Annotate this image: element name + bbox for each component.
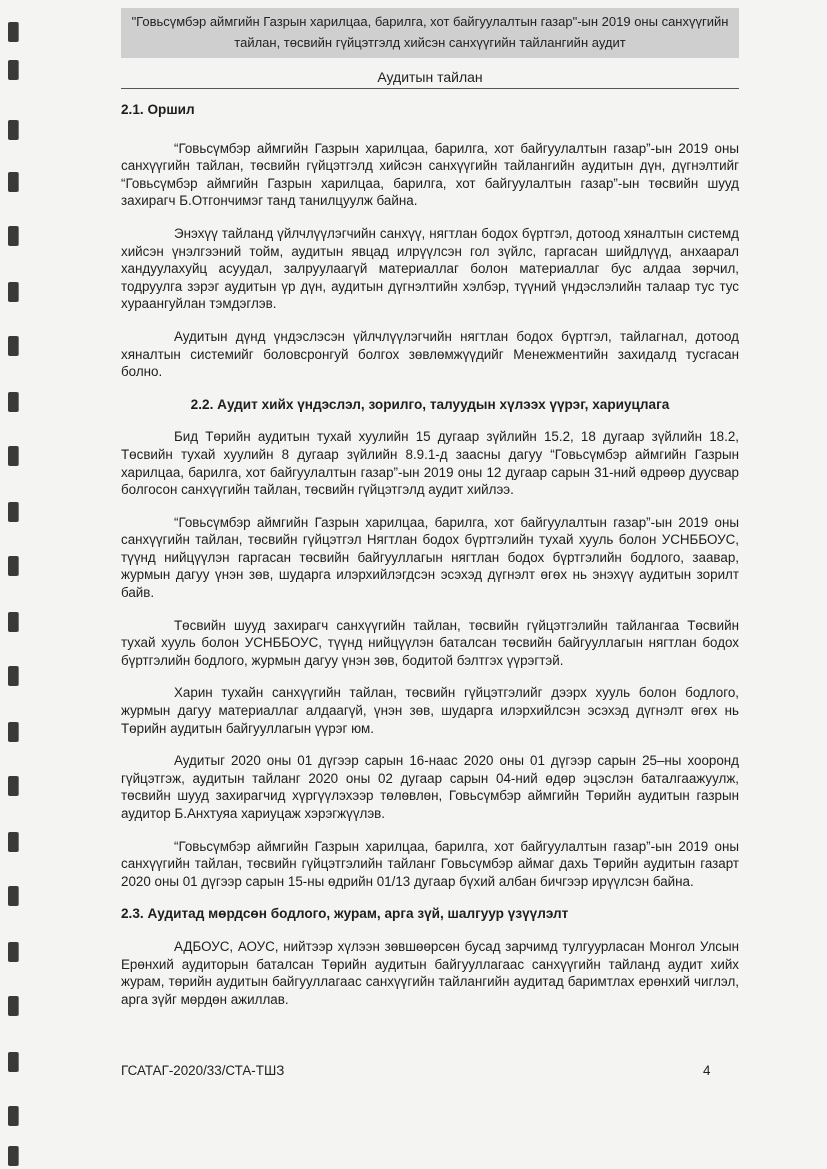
section-header: Аудитын тайлан <box>377 69 483 85</box>
section-heading: 2.3. Аудитад мөрдсөн бодлого, журам, арга зүй, шалгуур үзүүлэлт <box>121 906 569 922</box>
paragraph: Энэхүү тайланд үйлчлүүлэгчийн санхүү, нягтлан бодох бүртгэл, дотоод хяналтын системд хийсэн үнэлгээний тойм, аудитын явцад илрүүлсэн гол зүйлс, гаргасан шийдлүүд, анхаарал хандуулахуйц асуудал, залруулаагүй материаллаг болон материаллаг бус алдаа зөрчил, тодруулга зэрэг аудитын үр дүн, аудитын дүгнэлтийн хэлбэр, түүний үндэслэлийн талаар тус тус хураангуйлан тэмдэглэв. <box>121 225 739 312</box>
binding-hole <box>8 942 18 962</box>
binding-hole <box>8 722 18 742</box>
binding-hole <box>8 1146 18 1166</box>
binding-hole <box>8 60 18 80</box>
binding-hole <box>8 612 18 632</box>
report-title-banner <box>121 8 739 58</box>
binding-hole <box>8 886 18 906</box>
binding-hole <box>8 336 18 356</box>
binding-hole <box>8 996 18 1016</box>
binding-hole <box>8 22 18 42</box>
paragraph: Аудитын дүнд үндэслэсэн үйлчлүүлэгчийн нягтлан бодох бүртгэл, тайлагнал, дотоод хяналтын системийг боловсронгуй болгох зөвлөмжүүдийг Менежментийн захидалд тусгасан болно. <box>121 328 739 380</box>
report-title: "Говьсүмбэр аймгийн Газрын харилцаа, барилга, хот байгуулалтын газар"-ын 2019 оны санхүүгийн тайлан, төсвийн гүйцэтгэлд хийсэн санхүүгийн тайлангийн аудит <box>131 14 729 50</box>
binding-edge <box>0 0 26 1169</box>
document-body <box>121 101 739 1008</box>
binding-hole <box>8 392 18 412</box>
paragraph: Харин тухайн санхүүгийн тайлан, төсвийн гүйцэтгэлийг дээрх хууль болон бодлого, журмын дагуу материаллаг алдаагүй, үнэн зөв, шударга илэрхийлсэн эсэхэд дүгнэлт өгөх нь Төрийн аудитын байгууллагын үүрэг юм. <box>121 685 739 736</box>
binding-hole <box>8 172 18 192</box>
paragraph: АДБОУС, АОУС, нийтээр хүлээн зөвшөөрсөн бусад зарчимд тулгуурласан Монгол Улсын Ерөнхий аудиторын баталсан Төрийн аудитын байгууллагаас санхүүгийн тайланд аудит хийх журам, төрийн аудитын байгууллагаас санхүүгийн тайлангийн аудитад баримтлах ерөнхий чиглэл, арга зүйг мөрдөн ажиллав. <box>121 938 739 1007</box>
header-divider <box>121 88 739 89</box>
binding-hole <box>8 282 18 302</box>
binding-hole <box>8 1052 18 1072</box>
binding-hole <box>8 666 18 686</box>
paragraph: Аудитыг 2020 оны 01 дүгээр сарын 16-наас 2020 оны 01 дүгээр сарын 25–ны хооронд гүйцэтгэж, аудитын тайланг 2020 оны 02 дугаар сарын 04-ний өдөр эцэслэн баталгаажуулж, төсвийн шууд захирагчид хүргүүлэхээр төлөвлөн, Говьсүмбэр аймгийн Төрийн аудитын газрын аудитор Б.Анхтуяа хариуцаж хэрэгжүүлэв. <box>121 753 739 821</box>
paragraph: “Говьсүмбэр аймгийн Газрын харилцаа, барилга, хот байгуулалтын газар”-ын 2019 оны санхүүгийн тайлан, төсвийн гүйцэтгэл Нягтлан бодох бүртгэлийн тухай хууль болон УСНББОУС, түүнд нийцүүлэн гаргасан төсвийн байгууллагын нягтлан бодох бүртгэлийн бодлого, заавар, журмын дагуу үнэн зөв, шударга илэрхийлэгдсэн эсэхэд дүгнэлт өгөх нь энэхүү аудитын зорилт байв. <box>121 514 739 601</box>
section-heading: 2.2. Аудит хийх үндэслэл, зорилго, талуудын хүлээх үүрэг, хариуцлага <box>190 396 670 412</box>
document-code: ГСАТАГ-2020/33/СТА-ТШЗ <box>121 1063 285 1078</box>
section-heading: 2.1. Оршил <box>121 102 195 117</box>
binding-hole <box>8 556 18 576</box>
paragraph: “Говьсүмбэр аймгийн Газрын харилцаа, барилга, хот байгуулалтын газар”-ын 2019 оны санхүүгийн тайлан, төсвийн гүйцэтгэлд хийсэн санхүүгийн тайлангийн аудитын дүн, дүгнэлтийг “Говьсүмбэр аймгийн Газрын харилцаа, барилга, хот байгуулалтын газар”-ын төсвийн шууд захирагч Б.Отгончимэг танд танилцуулж байна. <box>121 140 739 209</box>
paragraph: “Говьсүмбэр аймгийн Газрын харилцаа, барилга, хот байгуулалтын газар”-ын 2019 оны санхүүгийн тайлан, төсвийн гүйцэтгэлийн тайланг Говьсүмбэр аймаг дахь Төрийн аудитын газарт 2020 оны 01 дүгээр сарын 15-ны өдрийн 01/13 дугаар бүхий албан бичгээр ирүүлсэн байна. <box>121 838 739 889</box>
binding-hole <box>8 776 18 796</box>
binding-hole <box>8 446 18 466</box>
paragraph: Бид Төрийн аудитын тухай хуулийн 15 дугаар зүйлийн 15.2, 18 дугаар зүйлийн 18.2, Төсвийн тухай хуулийн 8 дугаар зүйлийн 8.9.1-д заасны дагуу “Говьсүмбэр аймгийн Газрын харилцаа, барилга, хот байгуулалтын газар”-ын 2019 оны 12 дугаар сарын 31-ний өдрөөр дуусвар болгосон санхүүгийн тайлан, төсвийн гүйцэтгэлд аудит хийлээ. <box>121 429 739 498</box>
page-number: 4 <box>703 1063 711 1078</box>
binding-hole <box>8 832 18 852</box>
paragraph: Төсвийн шууд захирагч санхүүгийн тайлан, төсвийн гүйцэтгэлийн тайлангаа Төсвийн тухай хууль болон УСНББОУС, түүнд нийцүүлэн баталсан төсвийн байгууллагын нягтлан бодох бүртгэлийн бодлого, журмын дагуу үнэн зөв, бодитой бэлтгэх үүрэгтэй. <box>121 617 739 668</box>
binding-hole <box>8 120 18 140</box>
binding-hole <box>8 226 18 246</box>
binding-hole <box>8 1106 18 1126</box>
binding-hole <box>8 502 18 522</box>
